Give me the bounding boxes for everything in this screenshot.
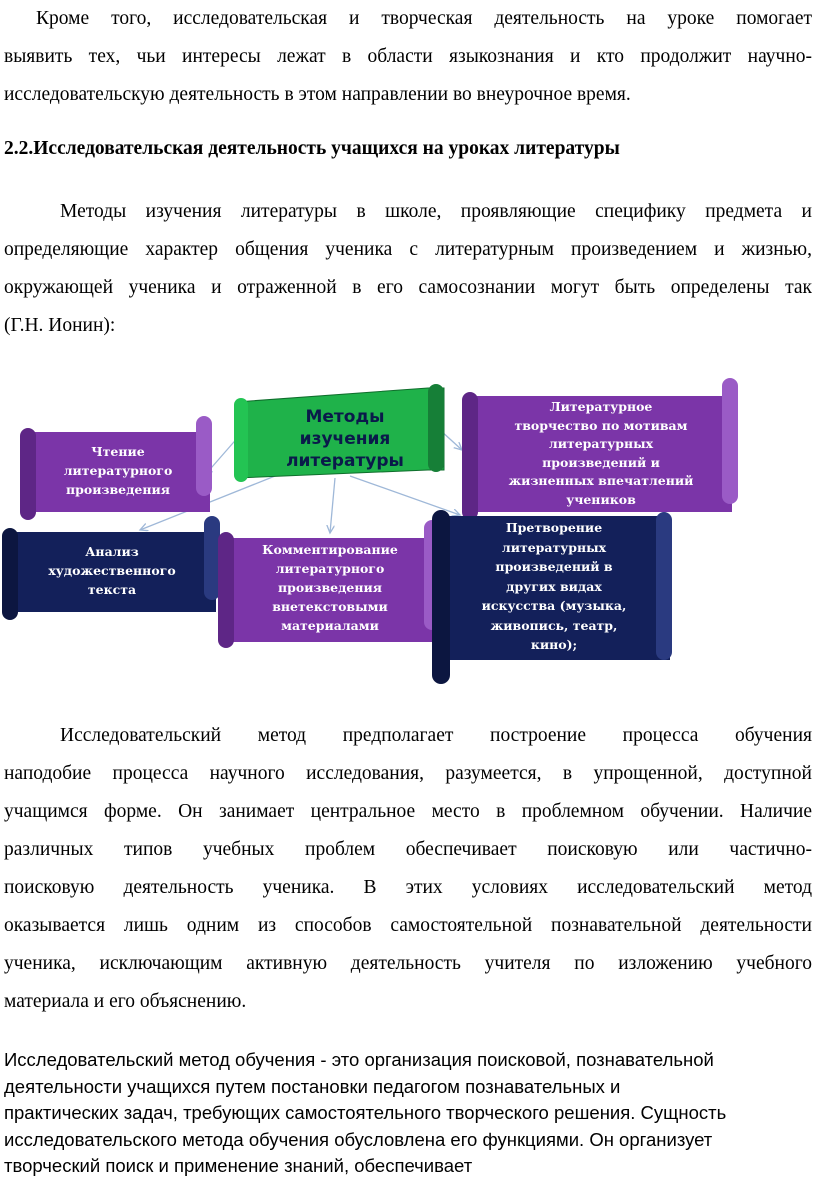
text-line: различных типов учебных проблем обеспечивает поисковую или частично- (4, 839, 812, 860)
reading-box-text (38, 442, 198, 499)
text-line: литературных (501, 539, 607, 555)
text-line: произведения (277, 580, 383, 595)
text-line: произведений и (542, 454, 660, 470)
text-line: текста (87, 582, 137, 597)
text-line: литературы (286, 451, 404, 471)
text-line: выявить тех, чьи интересы лежат в области языкознания и кто продолжит научно- (4, 46, 812, 67)
text-line: определяющие характер общения ученика с литературным произведением и жизнью, (4, 239, 812, 260)
center-box-text (270, 406, 420, 472)
text-line: произведений в (495, 559, 613, 574)
text-line: материала и его объяснению. (4, 991, 247, 1012)
text-line: Методы изучения литературы в школе, проявляющие специфику предмета и (60, 201, 812, 222)
analysis-box-text (20, 542, 204, 599)
text-line: искусства (музыка, (481, 598, 627, 613)
methods-diagram (0, 370, 816, 690)
text-line: ученика, исключающим активную деятельность учителя по изложению учебного (4, 953, 812, 974)
text-line: творческий поиск и применение знаний, обеспечивает (4, 1155, 473, 1176)
text-line: (Г.Н. Ионин): (4, 315, 116, 336)
text-line: практических задач, требующих самостоятельного творческого решения. Сущность (4, 1102, 727, 1123)
text-line: живопись, театр, (490, 617, 618, 633)
text-line: Исследовательский метод предполагает построение процесса обучения (60, 725, 812, 746)
text-line: Чтение (91, 444, 145, 459)
text-line: литературных (548, 436, 654, 451)
text-line: кино); (530, 637, 578, 652)
text-line: учеников (566, 491, 636, 507)
creative-box-text (478, 398, 724, 509)
paragraph-definition (4, 1047, 812, 1180)
text-line: деятельности учащихся путем постановки педагогом познавательных и (4, 1075, 621, 1097)
text-line: изучения (299, 429, 391, 449)
text-line: других видах (506, 578, 602, 594)
text-line: Комментирование (262, 542, 398, 557)
text-line: окружающей ученика и отраженной в его самосознании могут быть определены так (4, 277, 812, 298)
text-line: жизненных впечатлений (508, 473, 694, 488)
text-line: учащимся форме. Он занимает центральное место в проблемном обучении. Наличие (4, 801, 812, 822)
text-line: произведения (65, 482, 171, 497)
text-line: Литературное (549, 399, 653, 414)
text-line: Исследовательский метод обучения - это организация поисковой, познавательной (4, 1049, 714, 1070)
text-line: Анализ (85, 544, 139, 559)
text-line: Методы (305, 407, 385, 427)
text-line: творчество по мотивам (514, 417, 688, 433)
commenting-box-text (236, 540, 424, 635)
text-line: литературного (63, 463, 173, 478)
section-heading: 2.2.Исследовательская деятельность учащихся на уроках литературы (4, 138, 620, 159)
text-line: наподобие процесса научного исследования, разумеется, в упрощенной, доступной (4, 763, 812, 784)
text-line: материалами (281, 618, 379, 633)
paragraph-intro (4, 0, 812, 114)
text-line: исследовательскую деятельность в этом направлении во внеурочное время. (4, 84, 631, 105)
text-line: художественного (48, 563, 176, 578)
transform-box-text (454, 518, 654, 655)
text-line: литературного (275, 561, 385, 576)
paragraph-research-method (4, 717, 812, 1021)
text-line: внетекстовыми (272, 599, 388, 614)
paragraph-methods (4, 193, 812, 345)
text-line: оказывается лишь одним из способов самостоятельной познавательной деятельности (4, 915, 812, 936)
text-line: исследовательского метода обучения обусловлена его функциями. Он организует (4, 1128, 713, 1150)
text-line: Кроме того, исследовательская и творческая деятельность на уроке помогает (36, 8, 812, 29)
text-line: Претворение (505, 520, 603, 535)
text-line: поисковую деятельность ученика. В этих условиях исследовательский метод (4, 877, 812, 898)
